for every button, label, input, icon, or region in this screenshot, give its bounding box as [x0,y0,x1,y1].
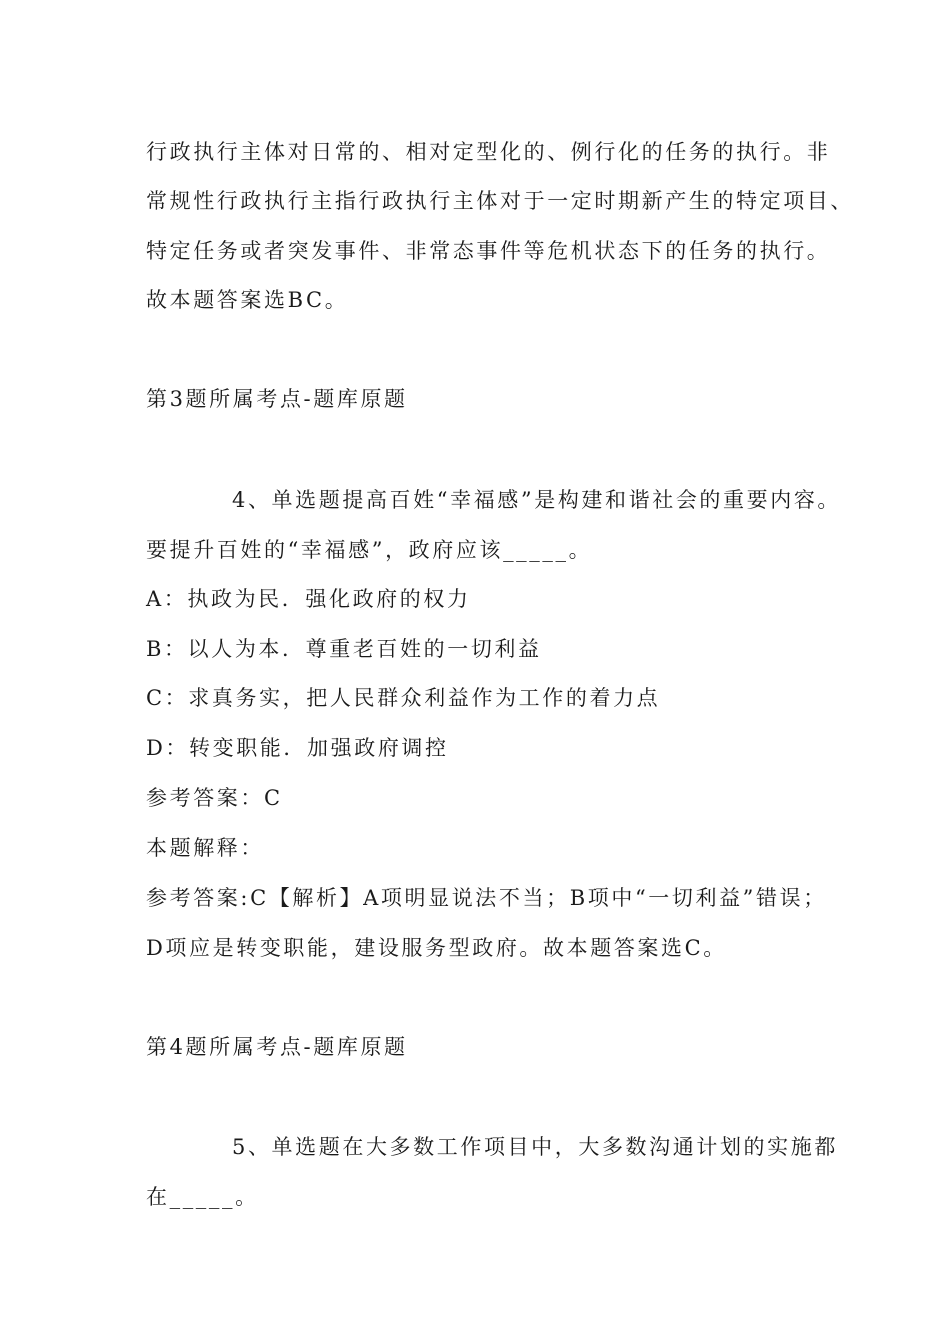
explanation-heading: 本题解释： [146,836,264,860]
option-a: A：执政为民．强化政府的权力 [146,587,471,611]
option-c: C：求真务实，把人民群众利益作为工作的着力点 [146,686,661,710]
explanation-line-2: 常规性行政执行主指行政执行主体对于一定时期新产生的特定项目、 [146,189,854,213]
reference-answer: 参考答案：C [146,786,283,810]
explanation-4-line-1: 参考答案:C【解析】A项明显说法不当；B项中“一切利益”错误； [146,886,827,910]
question-4-stem-line-2: 要提升百姓的“幸福感”，政府应该_____。 [146,538,593,562]
explanation-4-line-2: D项应是转变职能，建设服务型政府。故本题答案选C。 [146,936,727,960]
question-4-stem-line-1: 4、单选题提高百姓“幸福感”是构建和谐社会的重要内容。 [232,488,842,512]
option-b: B：以人为本．尊重老百姓的一切利益 [146,637,542,661]
question-5-stem-line-1: 5、单选题在大多数工作项目中，大多数沟通计划的实施都 [232,1135,838,1159]
topic-label-3: 第3题所属考点-题库原题 [146,387,408,411]
option-d: D：转变职能．加强政府调控 [146,736,449,760]
topic-label-4: 第4题所属考点-题库原题 [146,1035,408,1059]
answer-summary-3: 故本题答案选BC。 [146,288,349,312]
question-5-stem-line-2: 在_____。 [146,1185,259,1209]
explanation-line-3: 特定任务或者突发事件、非常态事件等危机状态下的任务的执行。 [146,239,831,263]
explanation-line-1: 行政执行主体对日常的、相对定型化的、例行化的任务的执行。非 [146,140,831,164]
